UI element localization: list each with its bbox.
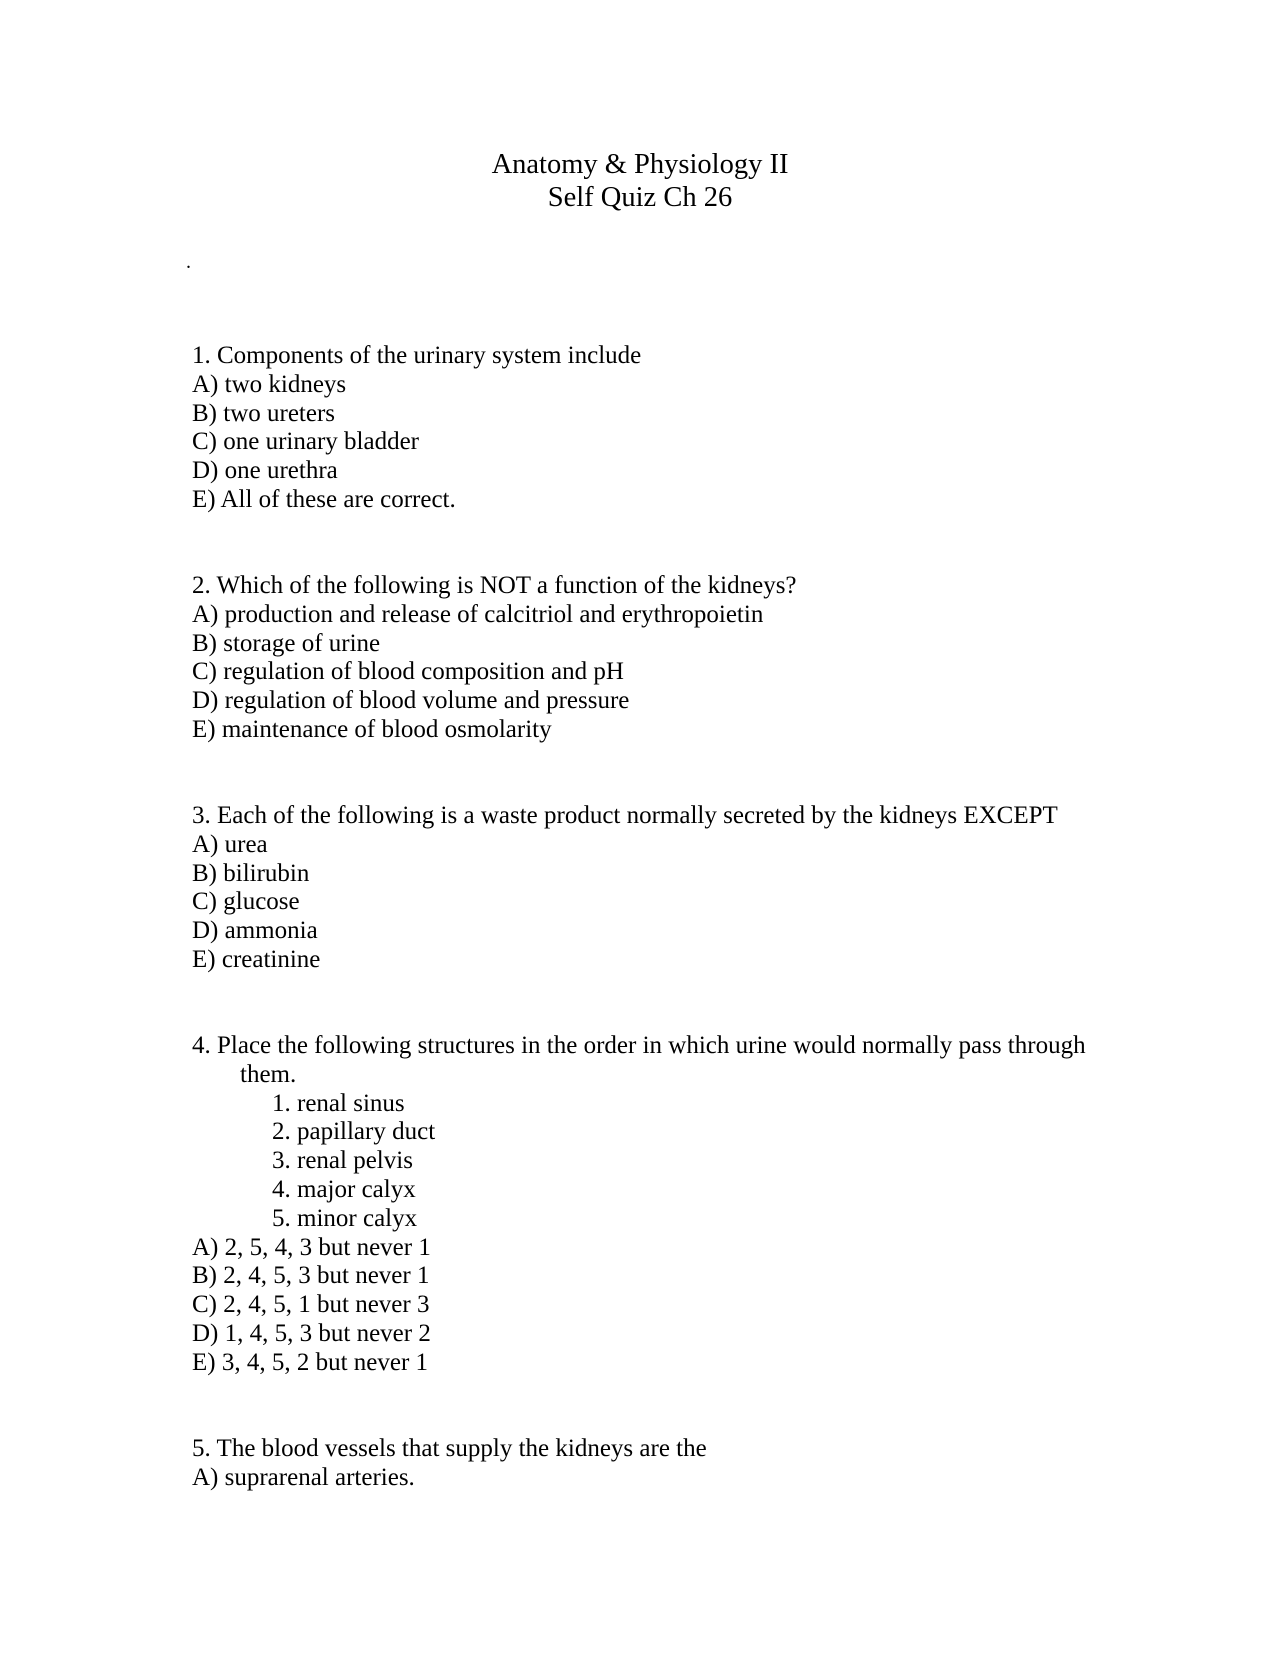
- question-stem-continuation: them.: [240, 1060, 297, 1088]
- answer-option-a: A) production and release of calcitriol and erythropoietin: [192, 600, 764, 628]
- answer-option-c: C) regulation of blood composition and pH: [192, 658, 624, 686]
- quiz-subtitle: Self Quiz Ch 26: [547, 182, 733, 213]
- page-header: [0, 148, 1280, 214]
- answer-option-d: D) one urethra: [192, 457, 338, 485]
- question-stem: 5. The blood vessels that supply the kidneys are the: [192, 1435, 707, 1462]
- question-stem: 2. Which of the following is NOT a function of the kidneys?: [192, 572, 797, 599]
- question-1: [192, 342, 641, 515]
- answer-option-a: A) urea: [192, 830, 268, 858]
- answer-option-d: D) ammonia: [192, 917, 318, 945]
- answer-option-e: E) All of these are correct.: [192, 485, 456, 513]
- answer-option-b: B) storage of urine: [192, 629, 381, 657]
- structure-item: 3. renal pelvis: [272, 1147, 413, 1175]
- answer-option-b: B) two ureters: [192, 399, 336, 427]
- answer-option-e: E) 3, 4, 5, 2 but never 1: [192, 1348, 429, 1376]
- answer-option-a: A) suprarenal arteries.: [192, 1463, 415, 1491]
- structure-item: 1. renal sinus: [272, 1089, 405, 1117]
- answer-option-b: B) bilirubin: [192, 859, 310, 887]
- quiz-title: Anatomy & Physiology II: [491, 149, 789, 180]
- question-stem: 1. Components of the urinary system include: [192, 342, 642, 369]
- answer-option-e: E) maintenance of blood osmolarity: [192, 715, 552, 743]
- answer-option-d: D) regulation of blood volume and pressure: [192, 687, 630, 715]
- question-4: [192, 1032, 1086, 1378]
- structure-item: 2. papillary duct: [272, 1118, 436, 1146]
- answer-option-a: A) two kidneys: [192, 370, 347, 398]
- structure-item: 5. minor calyx: [272, 1204, 418, 1232]
- question-stem: 3. Each of the following is a waste product normally secreted by the kidneys EXCEPT: [192, 802, 1058, 829]
- question-2: [192, 572, 797, 745]
- answer-option-e: E) creatinine: [192, 945, 321, 973]
- answer-option-b: B) 2, 4, 5, 3 but never 1: [192, 1262, 430, 1290]
- answer-option-c: C) one urinary bladder: [192, 428, 420, 456]
- stray-mark: .: [186, 251, 191, 273]
- answer-option-a: A) 2, 5, 4, 3 but never 1: [192, 1233, 431, 1261]
- answer-option-c: C) glucose: [192, 888, 300, 916]
- answer-option-d: D) 1, 4, 5, 3 but never 2: [192, 1319, 431, 1347]
- answer-option-c: C) 2, 4, 5, 1 but never 3: [192, 1291, 430, 1319]
- question-stem: 4. Place the following structures in the order in which urine would normally pass through: [192, 1032, 1086, 1059]
- structure-item: 4. major calyx: [272, 1175, 416, 1203]
- question-3: [192, 802, 1058, 975]
- question-5: [192, 1435, 707, 1493]
